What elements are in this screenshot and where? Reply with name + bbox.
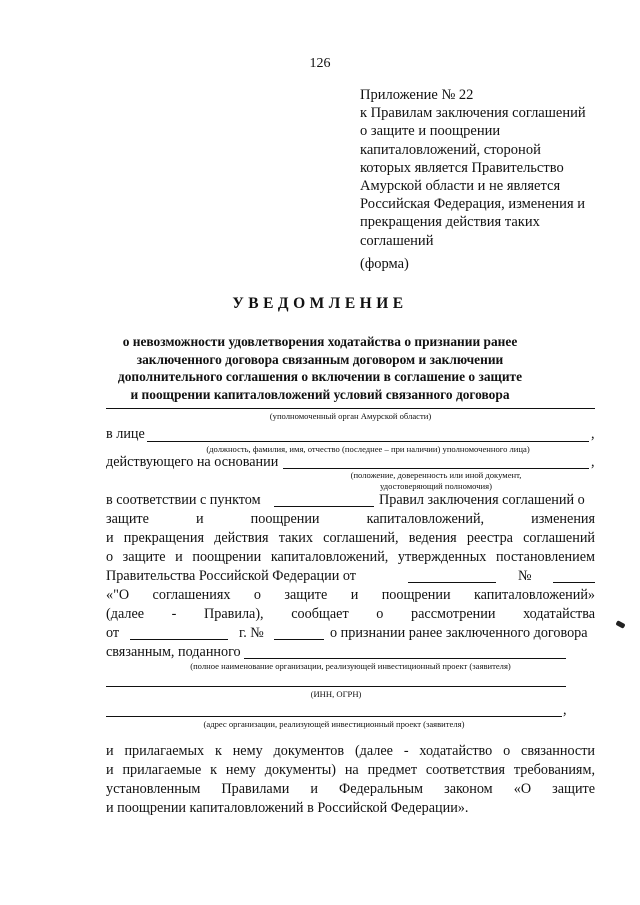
- authority-caption: (уполномоченный орган Амурской области): [269, 411, 432, 421]
- basis-caption-2: удостоверяющий полномочия): [380, 481, 492, 491]
- body-l8-b: г. №: [239, 625, 264, 641]
- applicant-caption: (полное наименование организации, реализующей инвестиционный проект (заявителя): [190, 661, 511, 671]
- person-label: в лице: [106, 426, 145, 442]
- appendix-line: к Правилам заключения соглашений: [360, 105, 586, 122]
- body-line: о защите и поощрении капиталовложений, утвержденных постановлением: [106, 549, 595, 565]
- body-l5-a: Правительства Российской Федерации от: [106, 568, 356, 584]
- basis-comma: ,: [591, 454, 595, 470]
- body-line: «"О соглашениях о защите и поощрении капиталовложений»: [106, 587, 596, 603]
- subtitle-line: о невозможности удовлетворения ходатайства о признании ранее: [122, 334, 518, 349]
- appendix-line: Амурской области и не является: [360, 178, 561, 195]
- appendix-line: прекращения действия таких: [360, 214, 540, 231]
- body-l8-c: о признании ранее заключенного договора: [330, 625, 588, 641]
- appendix-line: капиталовложений, стороной: [360, 141, 541, 158]
- person-caption: (должность, фамилия, имя, отчество (последнее – при наличии) уполномоченного лица): [206, 444, 530, 454]
- subtitle-line: дополнительного соглашения о включении в соглашение о защите: [117, 369, 523, 385]
- person-field-line[interactable]: [147, 441, 589, 442]
- body-line: (далее - Правила), сообщает о рассмотрении ходатайства: [106, 606, 596, 622]
- document-subtitle: [0, 333, 640, 403]
- document-title: УВЕДОМЛЕНИЕ: [232, 295, 408, 312]
- appendix-line: которых является Правительство: [360, 159, 564, 176]
- basis-field-line[interactable]: [283, 468, 589, 469]
- subtitle-line: и поощрении капиталовложений условий связанного договора: [130, 386, 510, 402]
- appendix-line: о защите и поощрении: [360, 123, 501, 140]
- basis-caption-1: (положение, доверенность или иной документ,: [350, 470, 522, 480]
- inn-caption: (ИНН, ОГРН): [310, 689, 362, 699]
- address-comma: ,: [563, 702, 567, 718]
- appendix-line: Российская Федерация, изменения и: [360, 196, 585, 213]
- address-caption: (адрес организации, реализующей инвестиционный проект (заявителя): [203, 719, 465, 729]
- body-l1-a: в соответствии с пунктом: [106, 492, 261, 508]
- person-comma: ,: [591, 426, 595, 442]
- form-label: (форма): [360, 256, 409, 272]
- body-l1-b: Правил заключения соглашений о: [379, 492, 585, 508]
- body-l9: связанным, поданного: [106, 644, 241, 660]
- inn-field-line[interactable]: [106, 686, 566, 687]
- scan-mark: [615, 620, 625, 629]
- closing-line: и прилагаемые к нему документы) на предмет соответствия требованиям,: [106, 762, 595, 778]
- body-l5-b: №: [518, 568, 532, 584]
- body-line: и прекращения действия таких соглашений, ведения реестра соглашений: [106, 530, 595, 546]
- petition-number-line[interactable]: [274, 639, 324, 640]
- subtitle-line: заключенного договора связанным договором и заключении: [136, 351, 504, 367]
- closing-line: установленным Правилами и Федеральным законом «О защите: [106, 781, 596, 797]
- decree-date-line[interactable]: [408, 582, 496, 583]
- appendix-header: [360, 86, 586, 250]
- petition-date-line[interactable]: [130, 639, 228, 640]
- page-number: 126: [309, 56, 331, 71]
- appendix-line: соглашений: [360, 232, 434, 249]
- address-field-line[interactable]: [106, 716, 562, 717]
- appendix-line: Приложение № 22: [360, 87, 474, 103]
- body-line: защите и поощрении капиталовложений, изменения: [106, 511, 596, 527]
- closing-line: и прилагаемых к нему документов (далее - ходатайство о связанности: [106, 743, 595, 759]
- clause-number-line[interactable]: [274, 506, 374, 507]
- authority-field-line[interactable]: [106, 408, 595, 409]
- body-l8-a: от: [106, 625, 120, 641]
- applicant-field-line[interactable]: [244, 658, 566, 659]
- decree-number-line[interactable]: [553, 582, 595, 583]
- closing-last-line: и поощрении капиталовложений в Российской Федерации».: [106, 800, 469, 816]
- basis-label: действующего на основании: [106, 454, 279, 470]
